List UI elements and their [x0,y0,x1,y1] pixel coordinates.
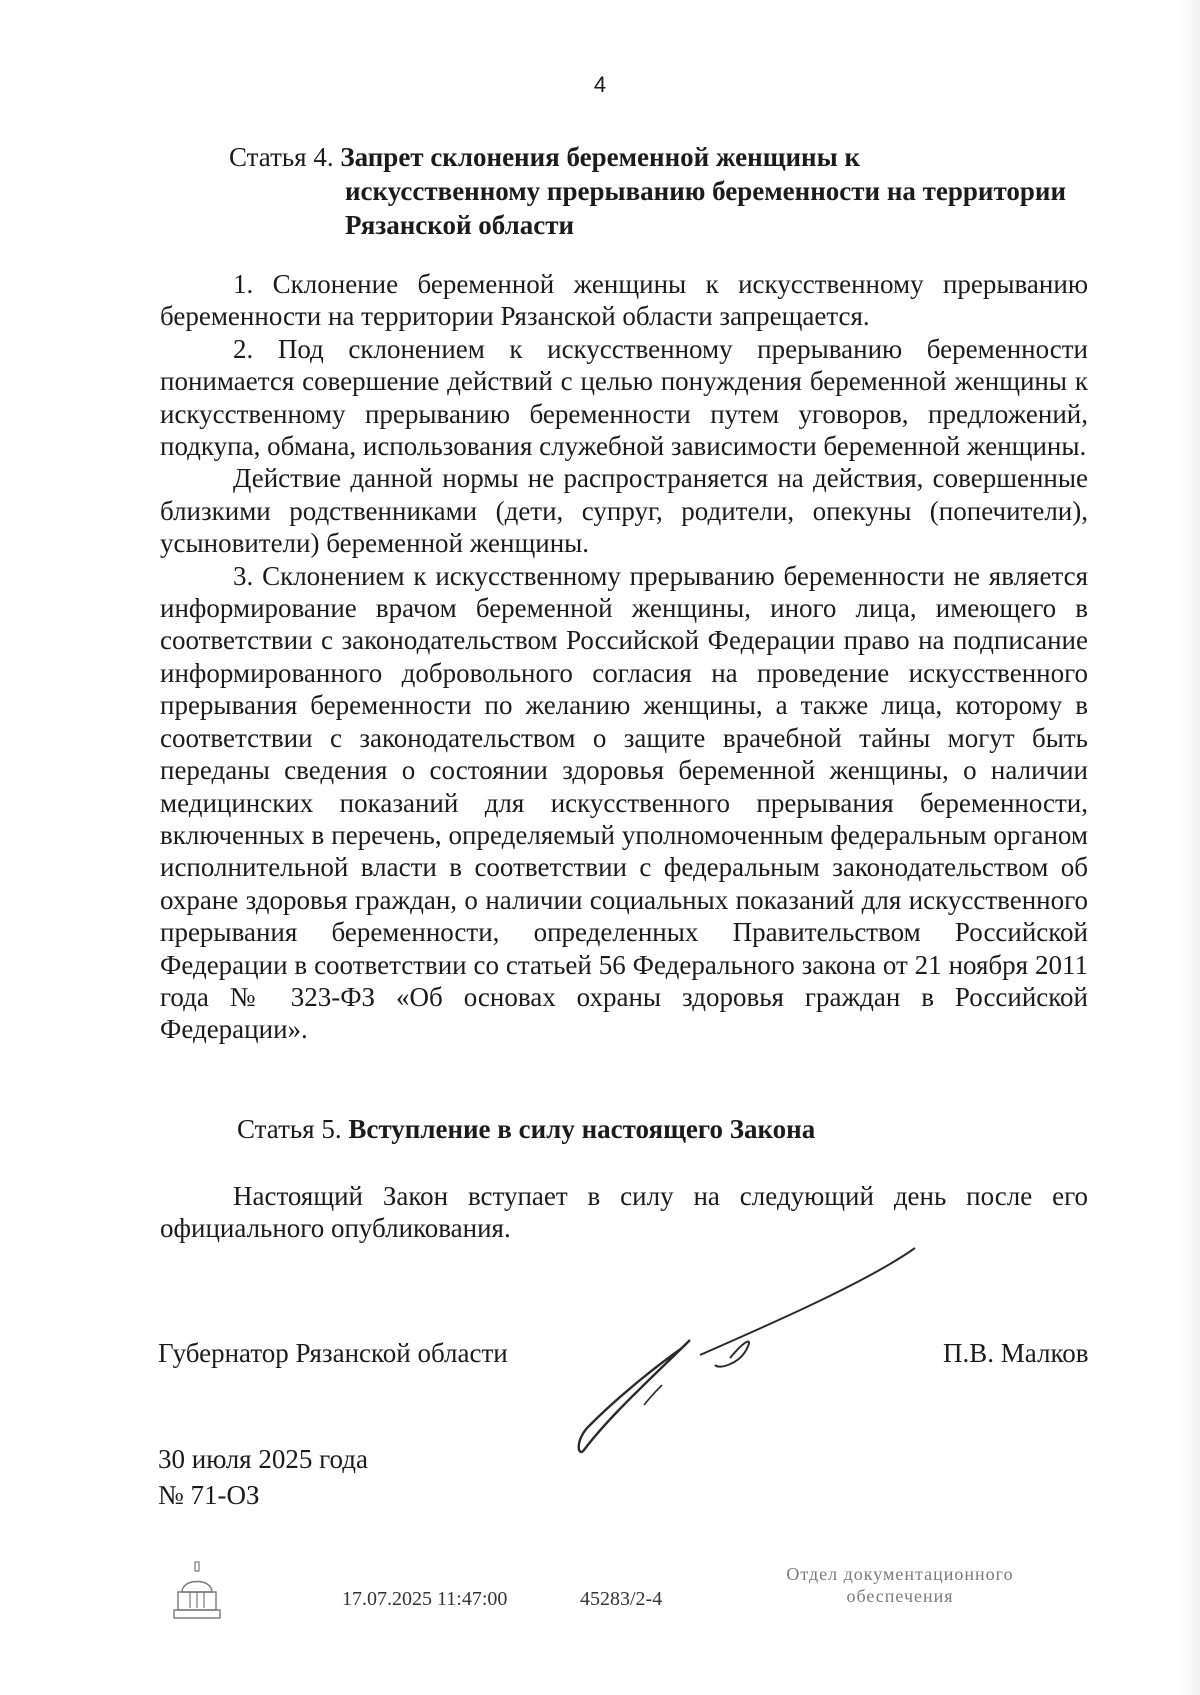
article-4-paragraph-2: 2. Под склонением к искусственному прерыванию беременности понимается совершение действий с целью понуждения беременной женщины к искусственному прерыванию беременности путем уговоров, предложений, подкупа, обмана, использования служебной зависимости беременной женщины. [160,333,1088,462]
article-4-title-line1: Запрет склонения беременной женщины к [340,142,861,172]
article-4-label: Статья 4. [229,142,334,172]
article-4-paragraph-1: 1. Склонение беременной женщины к искусственному прерыванию беременности на территории Рязанской области запрещается. [160,269,1088,332]
department-stamp [760,1563,1040,1607]
duma-building-icon [172,1560,222,1622]
article-5-heading [237,1112,815,1146]
article-4-body [160,268,1088,1046]
page-number: 4 [593,72,607,97]
scan-edge [1178,0,1200,1695]
article-5-paragraph: Настоящий Закон вступает в силу на следующий день после его официального опубликования. [160,1181,1088,1244]
article-5-title: Вступление в силу настоящего Закона [348,1114,816,1144]
footer-datetime: 17.07.2025 11:47:00 [342,1588,508,1610]
article-4-title-line3: Рязанской области [345,210,575,240]
law-number: № 71-ОЗ [158,1480,260,1510]
article-5-label: Статья 5. [237,1114,342,1144]
signing-date: 30 июля 2025 года [158,1444,368,1474]
governor-name: П.В. Малков [943,1338,1089,1368]
article-4-paragraph-2-note: Действие данной нормы не распространяется на действия, совершенные близкими родственниками (дети, супруг, родители, опекуны (попечители), усыновители) беременной женщины. [160,463,1088,559]
stamp-line-2: обеспечения [846,1586,954,1606]
governor-title: Губернатор Рязанской области [158,1338,508,1368]
article-4-heading [229,140,1066,242]
handwritten-signature [570,1240,930,1460]
article-5-body [160,1180,1088,1245]
footer-document-code: 45283/2-4 [580,1588,663,1610]
article-4-paragraph-3: 3. Склонением к искусственному прерыванию беременности не является информирование врачом беременной женщины, иного лица, имеющего в соответствии с законодательством Российской Федерации право на подписание информированного добровольного согласия на проведение искусственного прерывания беременности по желанию женщины, а также лица, которому в соответствии с законодательством о защите врачебной тайны могут быть переданы сведения о состоянии здоровья беременной женщины, о наличии медицинских показаний для искусственного прерывания беременности, включенных в перечень, определяемый уполномоченным федеральным органом исполнительной власти в соответствии с федеральным законодательством об охране здоровья граждан, о наличии социальных показаний для искусственного прерывания беременности, определенных Правительством Российской Федерации в соответствии со статьей 56 Федерального закона от 21 ноября 2011 года № 323-ФЗ «Об основах охраны здоровья граждан в Российской Федерации». [160,560,1088,1045]
article-4-title-line2: искусственному прерыванию беременности на территории [345,176,1066,206]
stamp-line-1: Отдел документационного [786,1564,1014,1584]
